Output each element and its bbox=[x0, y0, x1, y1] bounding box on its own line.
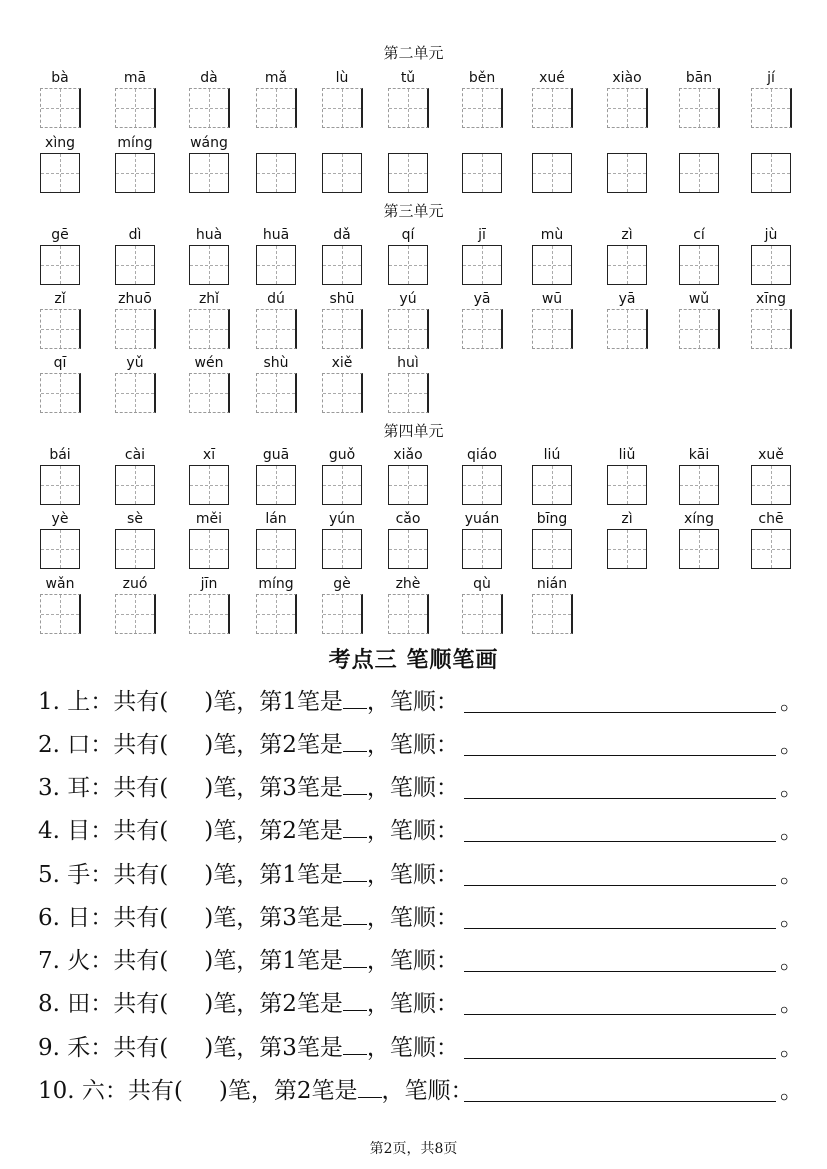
stroke-order-line[interactable] bbox=[464, 798, 776, 799]
pinyin-label: mǎ bbox=[264, 70, 288, 86]
pinyin-label: zǐ bbox=[54, 291, 66, 307]
writing-box[interactable] bbox=[462, 594, 503, 634]
stroke-name-blank[interactable] bbox=[343, 945, 367, 968]
writing-box[interactable] bbox=[462, 153, 502, 193]
writing-box[interactable] bbox=[322, 88, 363, 128]
section-title: 考点三 笔顺笔画 bbox=[328, 647, 499, 673]
question-row bbox=[38, 1075, 803, 1107]
writing-box[interactable] bbox=[256, 245, 296, 285]
pinyin-label: liǔ bbox=[618, 447, 636, 463]
question-number: 8. bbox=[38, 991, 60, 1017]
writing-box[interactable] bbox=[751, 309, 792, 349]
writing-box[interactable] bbox=[388, 245, 428, 285]
pinyin-label: wū bbox=[541, 291, 563, 307]
question-number: 5. bbox=[38, 862, 60, 888]
pinyin-label: sè bbox=[127, 511, 143, 527]
pinyin-label: dǎ bbox=[333, 227, 351, 243]
stroke-index: 2 bbox=[282, 991, 297, 1017]
total-suffix: )笔，第 bbox=[204, 818, 283, 844]
writing-box[interactable] bbox=[607, 88, 648, 128]
writing-box[interactable] bbox=[189, 465, 229, 505]
stroke-index: 2 bbox=[296, 1078, 312, 1104]
pinyin-label: yú bbox=[399, 291, 417, 307]
question-row bbox=[38, 1032, 803, 1064]
stroke-name-blank[interactable] bbox=[343, 1032, 367, 1055]
pinyin-label: dì bbox=[128, 227, 142, 243]
pinyin-label: měi bbox=[195, 511, 223, 527]
pinyin-label: nián bbox=[536, 576, 568, 592]
pinyin-label: cí bbox=[693, 227, 705, 243]
order-label: ，笔顺： bbox=[381, 1078, 474, 1104]
writing-box[interactable] bbox=[322, 309, 363, 349]
writing-box[interactable] bbox=[388, 309, 429, 349]
stroke-index: 2 bbox=[282, 818, 297, 844]
writing-box[interactable] bbox=[115, 88, 156, 128]
pinyin-label: wáng bbox=[190, 135, 228, 151]
writing-box[interactable] bbox=[189, 153, 229, 193]
order-label: ，笔顺： bbox=[366, 732, 459, 758]
period: 。 bbox=[780, 775, 803, 801]
stroke-index: 3 bbox=[282, 905, 297, 931]
writing-box[interactable] bbox=[115, 465, 155, 505]
stroke-is-label: 笔是 bbox=[311, 1078, 358, 1104]
pinyin-label: yè bbox=[51, 511, 69, 527]
writing-box[interactable] bbox=[532, 88, 573, 128]
writing-box[interactable] bbox=[532, 529, 572, 569]
question-char: 日 bbox=[67, 905, 91, 931]
pinyin-label: guǒ bbox=[328, 447, 356, 463]
writing-box[interactable] bbox=[40, 594, 81, 634]
stroke-order-line[interactable] bbox=[464, 1101, 776, 1102]
stroke-name-blank[interactable] bbox=[343, 772, 367, 795]
pinyin-label: jī bbox=[478, 227, 486, 243]
stroke-order-line[interactable] bbox=[464, 712, 776, 713]
stroke-name-blank[interactable] bbox=[343, 859, 367, 882]
writing-box[interactable] bbox=[679, 529, 719, 569]
question-char: 手 bbox=[67, 862, 91, 888]
writing-box[interactable] bbox=[322, 594, 363, 634]
writing-box[interactable] bbox=[532, 153, 572, 193]
question-number: 2. bbox=[38, 732, 60, 758]
pinyin-label: míng bbox=[117, 135, 153, 151]
question-char: 田 bbox=[67, 991, 91, 1017]
stroke-index: 2 bbox=[282, 732, 297, 758]
pinyin-label: yún bbox=[328, 511, 356, 527]
writing-box[interactable] bbox=[388, 373, 429, 413]
writing-box[interactable] bbox=[189, 373, 230, 413]
writing-box[interactable] bbox=[607, 465, 647, 505]
question-number: 1. bbox=[38, 689, 60, 715]
stroke-name-blank[interactable] bbox=[343, 686, 367, 709]
total-suffix: )笔，第 bbox=[204, 689, 283, 715]
writing-box[interactable] bbox=[679, 245, 719, 285]
writing-box[interactable] bbox=[40, 309, 81, 349]
writing-box[interactable] bbox=[115, 594, 156, 634]
writing-box[interactable] bbox=[256, 465, 296, 505]
writing-box[interactable] bbox=[40, 88, 81, 128]
writing-box[interactable] bbox=[462, 245, 502, 285]
stroke-name-blank[interactable] bbox=[343, 902, 367, 925]
stroke-index: 1 bbox=[282, 948, 297, 974]
period: 。 bbox=[780, 948, 803, 974]
pinyin-label: chē bbox=[758, 511, 784, 527]
stroke-index: 3 bbox=[282, 775, 297, 801]
question-row bbox=[38, 815, 803, 847]
stroke-is-label: 笔是 bbox=[296, 948, 343, 974]
stroke-name-blank[interactable] bbox=[343, 815, 367, 838]
pinyin-label: liú bbox=[543, 447, 561, 463]
writing-box[interactable] bbox=[40, 373, 81, 413]
stroke-is-label: 笔是 bbox=[296, 732, 343, 758]
writing-box[interactable] bbox=[388, 88, 429, 128]
total-suffix: )笔，第 bbox=[204, 732, 283, 758]
writing-box[interactable] bbox=[256, 153, 296, 193]
pinyin-label: shū bbox=[329, 291, 355, 307]
stroke-is-label: 笔是 bbox=[296, 775, 343, 801]
writing-box[interactable] bbox=[388, 465, 428, 505]
writing-box[interactable] bbox=[532, 309, 573, 349]
pinyin-label: huā bbox=[262, 227, 290, 243]
question-char: 目 bbox=[67, 818, 91, 844]
pinyin-label: bái bbox=[49, 447, 71, 463]
question-char: 六 bbox=[81, 1078, 105, 1104]
order-label: ，笔顺： bbox=[366, 991, 459, 1017]
total-prefix: ：共有( bbox=[90, 991, 169, 1017]
pinyin-label: xīng bbox=[756, 291, 786, 307]
writing-box[interactable] bbox=[189, 245, 229, 285]
pinyin-label: jí bbox=[767, 70, 775, 86]
total-suffix: )笔，第 bbox=[204, 1035, 283, 1061]
writing-box[interactable] bbox=[751, 153, 791, 193]
writing-box[interactable] bbox=[388, 153, 428, 193]
stroke-name-blank[interactable] bbox=[343, 988, 367, 1011]
question-row bbox=[38, 945, 803, 977]
pinyin-label: dú bbox=[267, 291, 285, 307]
order-label: ，笔顺： bbox=[366, 862, 459, 888]
writing-box[interactable] bbox=[462, 309, 503, 349]
total-prefix: ：共有( bbox=[104, 1078, 183, 1104]
pinyin-label: cǎo bbox=[395, 511, 421, 527]
unit-title: 第三单元 bbox=[383, 202, 444, 220]
writing-box[interactable] bbox=[679, 465, 719, 505]
question-number: 6. bbox=[38, 905, 60, 931]
pinyin-label: míng bbox=[258, 576, 294, 592]
pinyin-label: gē bbox=[51, 227, 69, 243]
pinyin-label: kāi bbox=[688, 447, 710, 463]
question-char: 口 bbox=[67, 732, 91, 758]
writing-box[interactable] bbox=[607, 529, 647, 569]
writing-box[interactable] bbox=[256, 309, 297, 349]
pinyin-label: xìng bbox=[45, 135, 75, 151]
total-prefix: ：共有( bbox=[90, 775, 169, 801]
pinyin-label: lán bbox=[265, 511, 287, 527]
stroke-order-line[interactable] bbox=[464, 841, 776, 842]
writing-box[interactable] bbox=[322, 153, 362, 193]
stroke-is-label: 笔是 bbox=[296, 905, 343, 931]
total-prefix: ：共有( bbox=[90, 818, 169, 844]
stroke-is-label: 笔是 bbox=[296, 862, 343, 888]
writing-box[interactable] bbox=[189, 309, 230, 349]
writing-box[interactable] bbox=[607, 153, 647, 193]
writing-box[interactable] bbox=[751, 465, 791, 505]
question-number: 7. bbox=[38, 948, 60, 974]
total-prefix: ：共有( bbox=[90, 689, 169, 715]
stroke-order-line[interactable] bbox=[464, 928, 776, 929]
pinyin-label: guā bbox=[262, 447, 290, 463]
writing-box[interactable] bbox=[532, 465, 572, 505]
writing-box[interactable] bbox=[256, 373, 297, 413]
question-char: 火 bbox=[67, 948, 91, 974]
pinyin-label: xuě bbox=[758, 447, 784, 463]
pinyin-label: zì bbox=[621, 227, 633, 243]
pinyin-label: zì bbox=[621, 511, 633, 527]
pinyin-label: wǎn bbox=[45, 576, 75, 592]
period: 。 bbox=[780, 689, 803, 715]
writing-box[interactable] bbox=[679, 309, 720, 349]
stroke-order-line[interactable] bbox=[464, 1014, 776, 1015]
total-prefix: ：共有( bbox=[90, 862, 169, 888]
period: 。 bbox=[780, 991, 803, 1017]
pinyin-label: yā bbox=[618, 291, 636, 307]
writing-box[interactable] bbox=[115, 373, 156, 413]
unit-title: 第四单元 bbox=[383, 422, 444, 440]
total-prefix: ：共有( bbox=[90, 1035, 169, 1061]
writing-box[interactable] bbox=[189, 88, 230, 128]
writing-box[interactable] bbox=[751, 88, 792, 128]
writing-box[interactable] bbox=[322, 529, 362, 569]
question-row bbox=[38, 686, 803, 718]
pinyin-label: lù bbox=[335, 70, 349, 86]
pinyin-label: zuó bbox=[122, 576, 148, 592]
writing-box[interactable] bbox=[462, 529, 502, 569]
period: 。 bbox=[780, 862, 803, 888]
total-suffix: )笔，第 bbox=[204, 905, 283, 931]
pinyin-label: zhǐ bbox=[198, 291, 220, 307]
writing-box[interactable] bbox=[532, 594, 573, 634]
pinyin-label: xiào bbox=[612, 70, 642, 86]
question-char: 上 bbox=[67, 689, 91, 715]
period: 。 bbox=[780, 818, 803, 844]
total-prefix: ：共有( bbox=[90, 905, 169, 931]
writing-box[interactable] bbox=[189, 529, 229, 569]
total-suffix: )笔，第 bbox=[204, 948, 283, 974]
pinyin-label: yā bbox=[473, 291, 491, 307]
pinyin-label: qù bbox=[473, 576, 491, 592]
question-char: 耳 bbox=[67, 775, 91, 801]
stroke-name-blank[interactable] bbox=[343, 729, 367, 752]
total-suffix: )笔，第 bbox=[204, 775, 283, 801]
pinyin-label: dà bbox=[200, 70, 218, 86]
writing-box[interactable] bbox=[462, 88, 503, 128]
total-prefix: ：共有( bbox=[90, 732, 169, 758]
stroke-is-label: 笔是 bbox=[296, 689, 343, 715]
total-suffix: )笔，第 bbox=[204, 991, 283, 1017]
writing-box[interactable] bbox=[115, 245, 155, 285]
stroke-order-line[interactable] bbox=[464, 1058, 776, 1059]
writing-box[interactable] bbox=[607, 245, 647, 285]
writing-box[interactable] bbox=[322, 373, 363, 413]
period: 。 bbox=[780, 1078, 803, 1104]
question-number: 10. bbox=[38, 1078, 75, 1104]
question-row bbox=[38, 988, 803, 1020]
pinyin-label: mā bbox=[123, 70, 147, 86]
pinyin-label: tǔ bbox=[400, 70, 416, 86]
question-row bbox=[38, 729, 803, 761]
pinyin-label: huì bbox=[397, 355, 419, 371]
stroke-order-line[interactable] bbox=[464, 971, 776, 972]
pinyin-label: bīng bbox=[536, 511, 568, 527]
page-footer: 第2页，共8页 bbox=[369, 1141, 458, 1157]
pinyin-label: jīn bbox=[200, 576, 218, 592]
writing-box[interactable] bbox=[679, 153, 719, 193]
order-label: ，笔顺： bbox=[366, 905, 459, 931]
pinyin-label: qī bbox=[53, 355, 67, 371]
stroke-name-blank[interactable] bbox=[358, 1075, 382, 1098]
order-label: ，笔顺： bbox=[366, 818, 459, 844]
question-row bbox=[38, 859, 803, 891]
stroke-is-label: 笔是 bbox=[296, 991, 343, 1017]
order-label: ，笔顺： bbox=[366, 1035, 459, 1061]
writing-box[interactable] bbox=[462, 465, 502, 505]
writing-box[interactable] bbox=[388, 529, 428, 569]
pinyin-label: xué bbox=[539, 70, 565, 86]
order-label: ，笔顺： bbox=[366, 689, 459, 715]
pinyin-label: zhuō bbox=[118, 291, 152, 307]
pinyin-label: xíng bbox=[684, 511, 714, 527]
writing-box[interactable] bbox=[256, 594, 297, 634]
pinyin-label: wǔ bbox=[688, 291, 710, 307]
writing-box[interactable] bbox=[751, 529, 791, 569]
writing-box[interactable] bbox=[532, 245, 572, 285]
total-suffix: )笔，第 bbox=[204, 862, 283, 888]
stroke-index: 1 bbox=[282, 862, 297, 888]
writing-box[interactable] bbox=[115, 529, 155, 569]
stroke-order-line[interactable] bbox=[464, 755, 776, 756]
stroke-index: 1 bbox=[282, 689, 297, 715]
writing-box[interactable] bbox=[256, 529, 296, 569]
writing-box[interactable] bbox=[256, 88, 297, 128]
pinyin-label: běn bbox=[468, 70, 496, 86]
stroke-is-label: 笔是 bbox=[296, 818, 343, 844]
pinyin-label: qiáo bbox=[467, 447, 497, 463]
stroke-order-line[interactable] bbox=[464, 885, 776, 886]
writing-box[interactable] bbox=[322, 245, 362, 285]
pinyin-label: yuán bbox=[464, 511, 500, 527]
writing-box[interactable] bbox=[189, 594, 230, 634]
writing-box[interactable] bbox=[40, 245, 80, 285]
writing-box[interactable] bbox=[115, 153, 155, 193]
pinyin-label: wén bbox=[194, 355, 224, 371]
total-prefix: ：共有( bbox=[90, 948, 169, 974]
pinyin-label: xiǎo bbox=[393, 447, 423, 463]
writing-box[interactable] bbox=[679, 88, 720, 128]
pinyin-label: mù bbox=[540, 227, 564, 243]
writing-box[interactable] bbox=[751, 245, 791, 285]
question-char: 禾 bbox=[67, 1035, 91, 1061]
writing-box[interactable] bbox=[388, 594, 429, 634]
pinyin-label: gè bbox=[333, 576, 351, 592]
pinyin-label: qí bbox=[401, 227, 415, 243]
order-label: ，笔顺： bbox=[366, 775, 459, 801]
stroke-index: 3 bbox=[282, 1035, 297, 1061]
period: 。 bbox=[780, 905, 803, 931]
pinyin-label: xiě bbox=[331, 355, 353, 371]
total-suffix: )笔，第 bbox=[218, 1078, 297, 1104]
pinyin-label: bà bbox=[51, 70, 69, 86]
pinyin-label: xī bbox=[202, 447, 216, 463]
unit-title: 第二单元 bbox=[383, 44, 444, 62]
pinyin-label: yǔ bbox=[126, 355, 144, 371]
stroke-is-label: 笔是 bbox=[296, 1035, 343, 1061]
order-label: ，笔顺： bbox=[366, 948, 459, 974]
writing-box[interactable] bbox=[40, 529, 80, 569]
pinyin-label: bān bbox=[685, 70, 713, 86]
question-number: 4. bbox=[38, 818, 60, 844]
writing-box[interactable] bbox=[115, 309, 156, 349]
pinyin-label: zhè bbox=[395, 576, 421, 592]
pinyin-label: shù bbox=[263, 355, 289, 371]
writing-box[interactable] bbox=[322, 465, 362, 505]
question-number: 9. bbox=[38, 1035, 60, 1061]
period: 。 bbox=[780, 1035, 803, 1061]
question-row bbox=[38, 902, 803, 934]
pinyin-label: huà bbox=[195, 227, 223, 243]
writing-box[interactable] bbox=[607, 309, 648, 349]
question-number: 3. bbox=[38, 775, 60, 801]
pinyin-label: cài bbox=[124, 447, 146, 463]
question-row bbox=[38, 772, 803, 804]
writing-box[interactable] bbox=[40, 153, 80, 193]
pinyin-label: jù bbox=[764, 227, 778, 243]
period: 。 bbox=[780, 732, 803, 758]
writing-box[interactable] bbox=[40, 465, 80, 505]
